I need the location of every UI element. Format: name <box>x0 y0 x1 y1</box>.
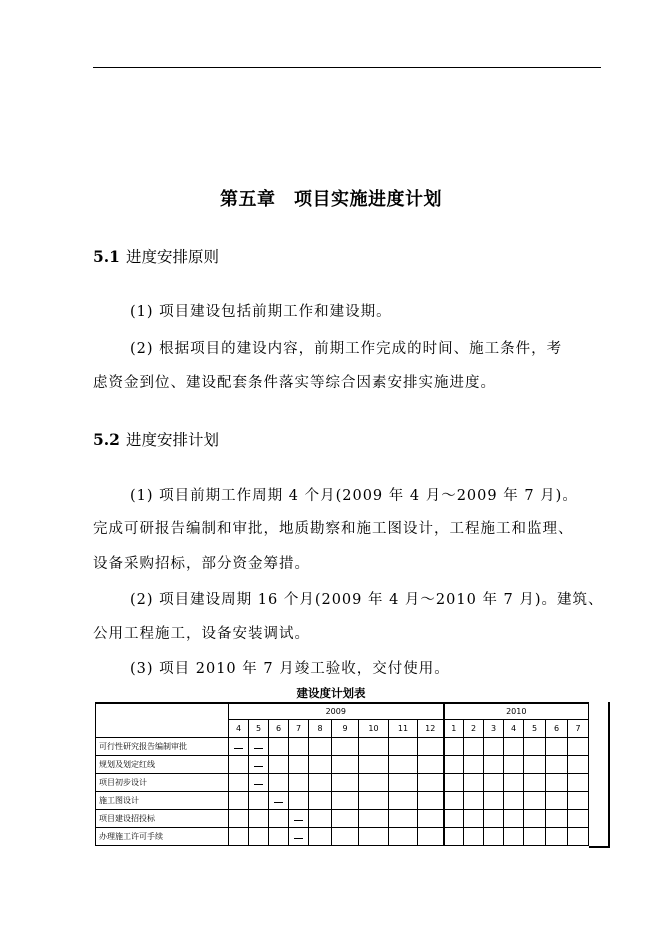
paragraph: (2) 项目建设周期 16 个月(2009 年 4 月～2010 年 7 月)。建筑、 <box>130 592 604 608</box>
task-name-cell: 可行性研究报告编制审批 <box>96 738 229 756</box>
paragraph: 虑资金到位、建设配套条件落实等综合因素安排实施进度。 <box>93 375 496 391</box>
schedule-cell <box>359 810 389 828</box>
schedule-cell <box>229 774 249 792</box>
schedule-cell <box>546 738 568 756</box>
schedule-cell <box>464 774 484 792</box>
table-caption: 建设度计划表 <box>296 686 366 700</box>
schedule-cell <box>269 828 289 846</box>
task-name-cell: 施工图设计 <box>96 792 229 810</box>
schedule-cell <box>524 756 546 774</box>
schedule-cell <box>546 792 568 810</box>
task-name-cell: 项目建设招投标 <box>96 810 229 828</box>
schedule-table <box>95 702 589 846</box>
schedule-cell <box>269 792 289 810</box>
section-number: 5.2 <box>93 430 120 449</box>
schedule-cell <box>464 810 484 828</box>
schedule-cell <box>504 774 524 792</box>
schedule-cell <box>484 828 504 846</box>
month-cell: 11 <box>389 720 418 738</box>
schedule-cell <box>568 792 589 810</box>
year-2010-cell: 2010 <box>444 703 589 720</box>
progress-mark <box>294 832 303 839</box>
table-right-rule <box>608 702 610 848</box>
task-name-cell: 规划及划定红线 <box>96 756 229 774</box>
schedule-cell <box>332 738 359 756</box>
schedule-cell <box>332 810 359 828</box>
month-cell: 7 <box>568 720 589 738</box>
schedule-cell <box>309 774 332 792</box>
month-cell: 12 <box>418 720 444 738</box>
schedule-cell <box>332 774 359 792</box>
schedule-cell <box>444 738 464 756</box>
schedule-cell <box>524 792 546 810</box>
table-row <box>96 828 589 846</box>
section-5-2-heading <box>93 428 219 450</box>
section-5-1-heading <box>93 245 219 267</box>
paragraph: (3) 项目 2010 年 7 月竣工验收，交付使用。 <box>130 661 450 677</box>
schedule-cell <box>389 774 418 792</box>
paragraph: (2) 根据项目的建设内容，前期工作完成的时间、施工条件，考 <box>130 341 563 357</box>
schedule-cell <box>524 774 546 792</box>
schedule-cell <box>568 810 589 828</box>
schedule-cell <box>229 792 249 810</box>
schedule-cell <box>464 792 484 810</box>
month-cell: 2 <box>464 720 484 738</box>
paragraph: 设备采购招标，部分资金筹措。 <box>93 556 310 572</box>
schedule-cell <box>464 828 484 846</box>
section-number: 5.1 <box>93 247 120 266</box>
schedule-cell <box>309 756 332 774</box>
schedule-cell <box>359 792 389 810</box>
schedule-cell <box>332 756 359 774</box>
progress-mark <box>254 778 263 785</box>
schedule-cell <box>289 810 309 828</box>
schedule-cell <box>269 756 289 774</box>
progress-mark <box>234 742 243 749</box>
paragraph: 公用工程施工，设备安装调试。 <box>93 626 310 642</box>
table-row <box>96 810 589 828</box>
schedule-cell <box>389 828 418 846</box>
schedule-cell <box>504 828 524 846</box>
schedule-cell <box>389 738 418 756</box>
schedule-cell <box>546 756 568 774</box>
schedule-cell <box>359 756 389 774</box>
month-cell: 6 <box>546 720 568 738</box>
task-name-cell: 项目初步设计 <box>96 774 229 792</box>
schedule-cell <box>249 756 269 774</box>
schedule-cell <box>568 738 589 756</box>
schedule-cell <box>464 738 484 756</box>
schedule-cell <box>249 774 269 792</box>
month-cell: 5 <box>249 720 269 738</box>
schedule-cell <box>418 828 444 846</box>
schedule-cell <box>289 774 309 792</box>
section-title-text: 进度安排原则 <box>125 248 219 266</box>
schedule-cell <box>289 828 309 846</box>
paragraph: (1) 项目前期工作周期 4 个月(2009 年 4 月～2009 年 7 月)。 <box>130 488 578 504</box>
year-2009-cell: 2009 <box>229 703 444 720</box>
month-cell: 9 <box>332 720 359 738</box>
chapter-title: 第五章 项目实施进度计划 <box>220 189 442 210</box>
month-cell: 4 <box>229 720 249 738</box>
schedule-cell <box>546 828 568 846</box>
table-row <box>96 774 589 792</box>
schedule-cell <box>484 738 504 756</box>
progress-mark <box>294 814 303 821</box>
month-cell: 1 <box>444 720 464 738</box>
schedule-cell <box>269 774 289 792</box>
schedule-cell <box>418 774 444 792</box>
schedule-cell <box>229 828 249 846</box>
schedule-cell <box>504 738 524 756</box>
paragraph: (1) 项目建设包括前期工作和建设期。 <box>130 304 392 320</box>
year-header-row <box>96 703 589 720</box>
header-rule <box>93 67 601 68</box>
task-name-cell: 办理施工许可手续 <box>96 828 229 846</box>
schedule-cell <box>524 828 546 846</box>
progress-mark <box>254 742 263 749</box>
month-cell: 4 <box>504 720 524 738</box>
schedule-cell <box>524 738 546 756</box>
table-row <box>96 792 589 810</box>
task-header-cell <box>96 703 229 738</box>
schedule-cell <box>568 774 589 792</box>
schedule-cell <box>389 756 418 774</box>
schedule-cell <box>359 774 389 792</box>
schedule-cell <box>418 738 444 756</box>
schedule-cell <box>484 792 504 810</box>
schedule-cell <box>484 774 504 792</box>
schedule-cell <box>568 828 589 846</box>
schedule-cell <box>504 792 524 810</box>
schedule-cell <box>444 756 464 774</box>
schedule-cell <box>546 774 568 792</box>
month-cell: 8 <box>309 720 332 738</box>
schedule-cell <box>289 756 309 774</box>
table-row <box>96 738 589 756</box>
schedule-cell <box>229 756 249 774</box>
schedule-cell <box>504 756 524 774</box>
schedule-cell <box>269 810 289 828</box>
schedule-cell <box>504 810 524 828</box>
schedule-cell <box>568 756 589 774</box>
schedule-cell <box>418 792 444 810</box>
schedule-cell <box>444 810 464 828</box>
schedule-cell <box>229 738 249 756</box>
schedule-cell <box>444 774 464 792</box>
schedule-cell <box>389 792 418 810</box>
schedule-cell <box>289 738 309 756</box>
progress-mark <box>274 796 283 803</box>
schedule-cell <box>309 810 332 828</box>
schedule-cell <box>524 810 546 828</box>
schedule-cell <box>484 756 504 774</box>
schedule-cell <box>444 792 464 810</box>
month-cell: 5 <box>524 720 546 738</box>
schedule-cell <box>249 810 269 828</box>
schedule-cell <box>309 738 332 756</box>
month-cell: 6 <box>269 720 289 738</box>
schedule-cell <box>289 792 309 810</box>
schedule-cell <box>229 810 249 828</box>
schedule-cell <box>464 756 484 774</box>
schedule-cell <box>418 810 444 828</box>
schedule-cell <box>359 738 389 756</box>
schedule-cell <box>269 738 289 756</box>
month-cell: 10 <box>359 720 389 738</box>
section-title-text: 进度安排计划 <box>125 431 219 449</box>
schedule-cell <box>249 738 269 756</box>
progress-mark <box>254 760 263 767</box>
table-row <box>96 756 589 774</box>
paragraph: 完成可研报告编制和审批，地质勘察和施工图设计，工程施工和监理、 <box>93 521 574 537</box>
schedule-cell <box>389 810 418 828</box>
schedule-cell <box>359 828 389 846</box>
month-cell: 3 <box>484 720 504 738</box>
schedule-cell <box>546 810 568 828</box>
schedule-cell <box>309 828 332 846</box>
month-cell: 7 <box>289 720 309 738</box>
schedule-cell <box>249 792 269 810</box>
schedule-cell <box>332 828 359 846</box>
schedule-cell <box>418 756 444 774</box>
schedule-cell <box>332 792 359 810</box>
schedule-cell <box>309 792 332 810</box>
schedule-cell <box>444 828 464 846</box>
schedule-cell <box>249 828 269 846</box>
table-bottom-stub <box>589 846 610 848</box>
schedule-cell <box>484 810 504 828</box>
